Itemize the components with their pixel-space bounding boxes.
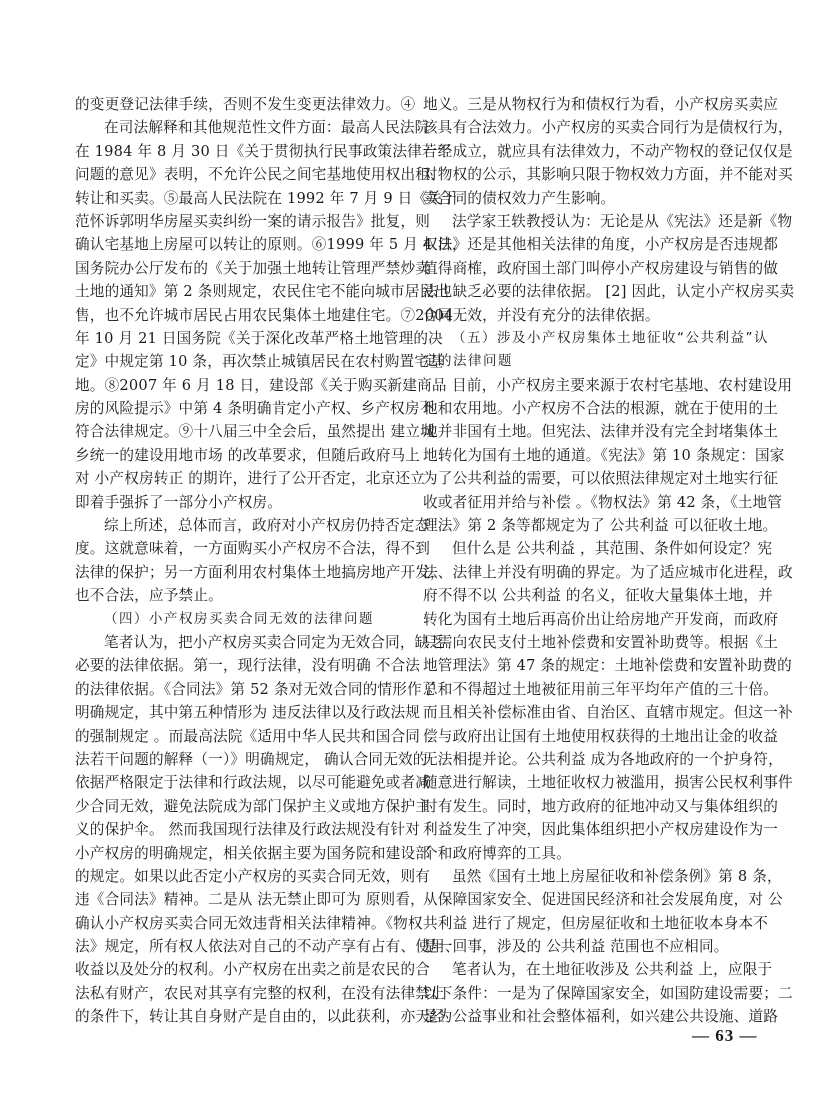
text-line: 在 1984 年 8 月 30 日《关于贯彻执行民事政策法律若干 <box>75 142 452 160</box>
text-line: 在司法解释和其他规范性文件方面：最高人民法院 <box>104 119 430 137</box>
paragraph <box>423 210 795 327</box>
text-line: 个和政府博弈的工具。 <box>423 844 571 862</box>
text-line: 总和不得超过土地被征用前三年平均年产值的三十倍。 <box>423 680 779 698</box>
text-line: 合同无效，并没有充分的法律依据。 <box>423 306 660 324</box>
text-line: 理法》第 2 条等都规定为了 公共利益 可以征收土地。 <box>423 517 778 535</box>
text-line: 定》中规定第 10 条，再次禁止城镇居民在农村购置宅基 <box>75 353 444 371</box>
text-line: 法若干问题的解释（一）》明确规定， 确认合同无效的 <box>75 750 428 768</box>
text-line: 为了公共利益的需要，可以依照法律规定对土地实行征 <box>423 470 779 488</box>
text-line: 是为公益事业和社会整体福利，如兴建公共设施、道路 <box>423 1008 779 1026</box>
text-line: 法律的保护；另一方面利用农村集体土地搞房地产开发， <box>75 563 445 581</box>
text-line: 虽然《国有土地上房屋征收和补偿条例》第 8 条， <box>452 867 782 885</box>
text-line: 值得商榷，政府国土部门叫停小产权房建设与销售的做 <box>423 259 779 277</box>
text-line: 国务院办公厅发布的《关于加强土地转让管理严禁炒卖 <box>75 259 431 277</box>
text-line: 土地的通知》第 2 条则规定，农民住宅不能向城市居民出 <box>75 283 450 301</box>
text-line: 转让和买卖。⑤最高人民法院在 1992 年 7 月 9 日《关于 <box>75 189 457 207</box>
text-line: 的强制规定 。而最高法院《适用中华人民共和国合同 <box>75 727 421 745</box>
text-line: 共利益 进行了规定，但房屋征收和土地征收本身本不 <box>423 914 769 932</box>
text-line: 法也缺乏必要的法律依据。 [2] 因此，认定小产权房买卖 <box>423 283 795 301</box>
paragraph <box>423 537 793 864</box>
paragraph <box>423 865 783 959</box>
right-column <box>423 93 795 1029</box>
text-line: （五）涉及小产权房集体土地征收“公共利益”认 <box>452 329 769 346</box>
paragraph <box>75 631 460 1029</box>
text-line: 小产权房的明确规定，相关依据主要为国务院和建设部 <box>75 844 431 862</box>
paragraph <box>423 93 793 210</box>
text-line: 府不得不以 公共利益 的名义，征收大量集体土地，并 <box>423 587 773 605</box>
text-line: 乡统一的建设用地市场 的改革要求，但随后政府马上 <box>75 446 421 464</box>
text-line: 对 小产权房转正 的期许，进行了公开否定，北京还立 <box>75 470 425 488</box>
text-line: 违《合同法》精神。二是从 法无禁止即可为 原则看， <box>75 891 425 909</box>
paragraph <box>75 514 445 608</box>
text-line: 笔者认为，在土地征收涉及 公共利益 上，应限于 <box>452 961 773 979</box>
text-line: 问题的意见》表明，不允许公民之间宅基地使用权出租、 <box>75 166 445 184</box>
text-line: 利益发生了冲突，因此集体组织把小产权房建设作为一 <box>423 821 779 839</box>
text-line: 依据严格限定于法律和行政法规，以尽可能避免或者减 <box>75 774 431 792</box>
text-line: 从保障国家安全、促进国民经济和社会发展角度，对 公 <box>423 891 783 909</box>
text-line: 法学家王轶教授认为：无论是从《宪法》还是新《物 <box>452 212 793 230</box>
text-line: 度。这就意味着，一方面购买小产权房不合法，得不到 <box>75 540 431 558</box>
text-line: 该具有合法效力。小产权房的买卖合同行为是债权行为， <box>423 119 793 137</box>
text-line: 目前，小产权房主要来源于农村宅基地、农村建设用 <box>452 376 793 394</box>
text-line: 随意进行解读，土地征收权力被滥用，损害公民权利事件 <box>423 774 793 792</box>
text-line: 定的法律问题 <box>423 353 513 370</box>
text-line: 的条件下，转让其自身财产是自由的，以此获利，亦天经 <box>75 1008 445 1026</box>
text-line: 的法律依据。《合同法》第 52 条对无效合同的情形作了 <box>75 680 437 698</box>
text-line: 符合法律规定。⑨十八届三中全会后，虽然提出 建立城 <box>75 423 435 441</box>
text-line: 收或者征用并给与补偿 。《物权法》第 42 条，《土地管 <box>423 493 783 511</box>
text-line: 权法》还是其他相关法律的角度，小产权房是否违规都 <box>423 236 779 254</box>
text-line: 房的风险提示》中第 4 条明确肯定小产权、乡产权房不 <box>75 400 435 418</box>
text-line: 是一回事，涉及的 公共利益 范围也不应相同。 <box>423 938 729 956</box>
section-heading <box>423 327 767 374</box>
text-line: 地转化为国有土地的通道。《宪法》第 10 条规定：国家 <box>423 446 785 464</box>
text-line: 时有发生。同时，地方政府的征地冲动又与集体组织的 <box>423 797 779 815</box>
text-line: 只需向农民支付土地补偿费和安置补助费等。根据《土 <box>423 633 779 651</box>
paragraph <box>423 958 793 1028</box>
paragraph <box>75 116 467 514</box>
text-line: 确认小产权房买卖合同无效违背相关法律精神。《物权 <box>75 914 423 932</box>
text-line: 必要的法律依据。第一，现行法律，没有明确 不合法 <box>75 657 421 675</box>
text-line: 地。⑧2007 年 6 月 18 日，建设部《关于购买新建商品 <box>75 376 447 394</box>
text-line: 范怀诉郭明华房屋买卖纠纷一案的请示报告》批复，则 <box>75 212 431 230</box>
text-line: 无法相提并论。公共利益 成为各地政府的一个护身符， <box>423 750 783 768</box>
section-heading: （四）小产权房买卖合同无效的法律问题 <box>104 610 374 627</box>
text-line: 综上所述，总体而言，政府对小产权房仍持否定态 <box>104 517 430 535</box>
text-line: 少合同无效，避免法院成为部门保护主义或地方保护主 <box>75 797 431 815</box>
page-number: — 63 — <box>692 1026 758 1045</box>
text-line: 对物权的公示，其影响只限于物权效力方面，并不能对买 <box>423 166 793 184</box>
text-line: 法》规定，所有权人依法对自己的不动产享有占有、使用、 <box>75 938 460 956</box>
text-line: 的变更登记法律手续，否则不发生变更法律效力。④ <box>75 96 416 113</box>
text-line: 地管理法》第 47 条的规定：土地补偿费和安置补助费的 <box>423 657 792 675</box>
text-line: 确认宅基地上房屋可以转让的原则。⑥1999 年 5 月 4 日， <box>75 236 467 254</box>
text-line: 偿与政府出让国有土地使用权获得的土地出让金的收益 <box>423 727 779 745</box>
text-line: 地并非国有土地。但宪法、法律并没有完全封堵集体土 <box>423 423 779 441</box>
text-line: 法私有财产，农民对其享有完整的权利，在没有法律禁止 <box>75 984 445 1002</box>
paragraph <box>423 374 793 538</box>
text-line: 收益以及处分的权利。小产权房在出卖之前是农民的合 <box>75 961 431 979</box>
text-line: 一经成立，就应具有法律效力，不动产物权的登记仅仅是 <box>423 142 793 160</box>
text-line: 即着手强拆了一部分小产权房。 <box>75 493 283 511</box>
text-line: 卖合同的债权效力产生影响。 <box>423 189 616 207</box>
text-line: 也不合法，应予禁止。 <box>75 587 223 605</box>
text-line: 法、法律上并没有明确的界定。为了适应城市化进程，政 <box>423 563 793 581</box>
text-line: 年 10 月 21 日国务院《关于深化改革严格土地管理的决 <box>75 329 443 347</box>
text-line: 地义。三是从物权行为和债权行为看，小产权房买卖应 <box>423 96 779 113</box>
text-line: 明确规定，其中第五种情形为 违反法律以及行政法规 <box>75 704 421 722</box>
left-column <box>75 93 467 1029</box>
text-line: 地和农用地。小产权房不合法的根源，就在于使用的土 <box>423 400 779 418</box>
text-line: 的规定。如果以此否定小产权房的买卖合同无效，则有 <box>75 867 431 885</box>
text-line: 笔者认为，把小产权房买卖合同定为无效合同，缺乏 <box>104 633 445 651</box>
text-line: 但什么是 公共利益 ，其范围、条件如何设定？宪 <box>452 540 773 558</box>
text-line: 义的保护伞。 然而我国现行法律及行政法规没有针对 <box>75 821 421 839</box>
text-line: 转化为国有土地后再高价出让给房地产开发商，而政府 <box>423 610 779 628</box>
text-line: 以下条件：一是为了保障国家安全，如国防建设需要；二 <box>423 984 793 1002</box>
text-line: 售，也不允许城市居民占用农民集体土地建住宅。⑦2004 <box>75 306 454 324</box>
text-line: 而且相关补偿标准由省、自治区、直辖市规定。但这一补 <box>423 704 793 722</box>
